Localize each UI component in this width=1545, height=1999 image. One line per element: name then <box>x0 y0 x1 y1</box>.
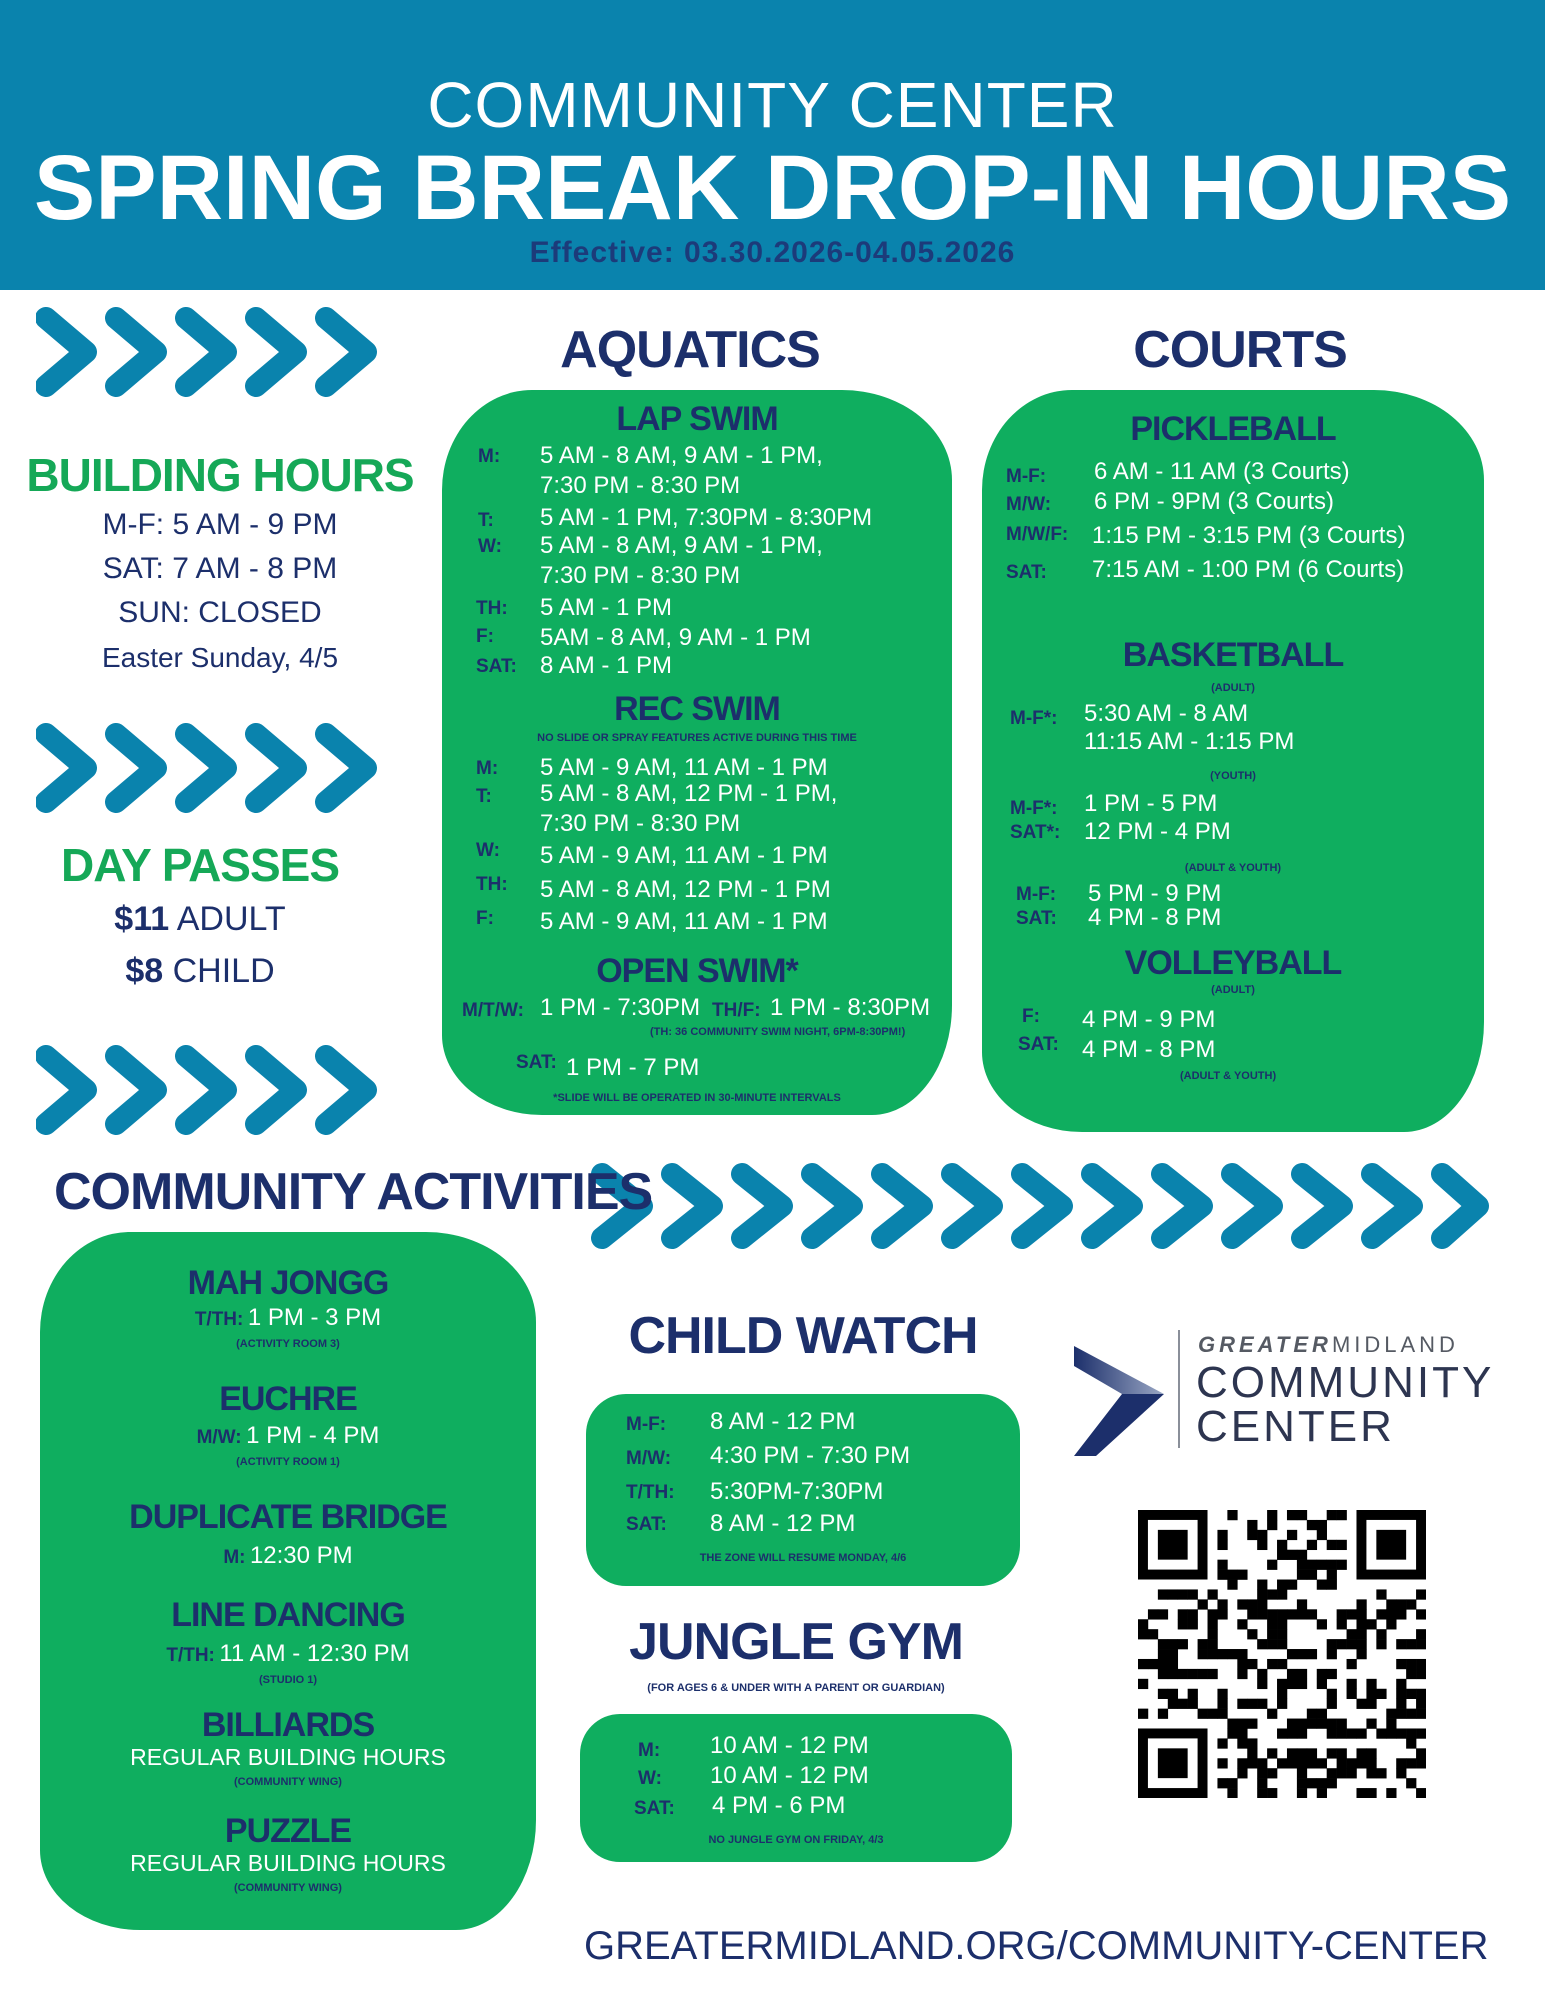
day-pass-adult <box>0 900 400 939</box>
volleyball-label2: (ADULT & YOUTH) <box>1180 1070 1277 1082</box>
day-label: W: <box>476 840 500 861</box>
day-label: M/W: <box>626 1448 672 1469</box>
activity-time-row <box>40 1422 536 1450</box>
time-range: 5 AM - 1 PM, 7:30PM - 8:30PM <box>540 504 873 531</box>
day-label: W: <box>638 1768 662 1789</box>
day-label: TH/F: <box>712 1000 761 1021</box>
time-range: 4 PM - 8 PM <box>1082 1036 1216 1063</box>
activity-name: PUZZLE <box>224 1812 352 1850</box>
building-hours-line: M-F: 5 AM - 9 PM <box>102 508 338 541</box>
time-range: 5 AM - 8 AM, 9 AM - 1 PM, <box>540 532 823 559</box>
time-range: 6 AM - 11 AM (3 Courts) <box>1094 458 1350 485</box>
day-label: SAT: <box>516 1052 557 1073</box>
day-label: SAT: <box>1016 908 1057 929</box>
time-range: 4 PM - 6 PM <box>712 1792 846 1819</box>
logo-greater: GREATER <box>1198 1332 1332 1357</box>
chevron-arrows-icon <box>590 1160 1490 1252</box>
adult-label: ADULT <box>176 900 286 938</box>
time-range: 5 AM - 9 AM, 11 AM - 1 PM <box>540 908 828 935</box>
activity-name: DUPLICATE BRIDGE <box>129 1498 447 1536</box>
basketball-title: BASKETBALL <box>1122 636 1344 674</box>
day-label: F: <box>476 626 494 647</box>
basketball-youth-label: (YOUTH) <box>1210 770 1256 782</box>
courts-title: COURTS <box>1133 321 1347 379</box>
volleyball-label: (ADULT) <box>1211 984 1255 996</box>
child-label: CHILD <box>172 952 275 990</box>
chevron-arrows-icon <box>36 1044 426 1136</box>
chevron-logo-icon <box>1074 1346 1164 1456</box>
building-hours-line: SUN: CLOSED <box>118 596 322 629</box>
time-range: 12 PM - 4 PM <box>1084 818 1231 845</box>
time-range: 5 AM - 1 PM <box>540 594 673 621</box>
website-url[interactable]: GREATERMIDLAND.ORG/COMMUNITY-CENTER <box>584 1924 1489 1968</box>
child-price: $8 <box>125 952 164 990</box>
day-pass-child <box>0 952 400 991</box>
activity-time-row <box>40 1542 536 1570</box>
activity-note: (COMMUNITY WING) <box>234 1882 342 1894</box>
day-label: M: <box>638 1740 661 1761</box>
activity-name: EUCHRE <box>219 1380 357 1418</box>
day-label: T: <box>478 510 494 531</box>
building-hours-line: SAT: 7 AM - 8 PM <box>102 552 338 585</box>
time-range: 1:15 PM - 3:15 PM (3 Courts) <box>1092 522 1406 549</box>
time-range: 5 AM - 8 AM, 12 PM - 1 PM, <box>540 780 838 807</box>
time-range: 8 AM - 12 PM <box>710 1510 856 1537</box>
adult-price: $11 <box>114 900 170 938</box>
jungle-gym-title: JUNGLE GYM <box>629 1613 963 1671</box>
building-hours-line: Easter Sunday, 4/5 <box>101 642 339 673</box>
day-label: T/TH: <box>194 1309 244 1330</box>
time-range: 7:30 PM - 8:30 PM <box>540 562 741 589</box>
day-label: T: <box>476 786 492 807</box>
day-label: M-F*: <box>1010 798 1058 819</box>
day-label: M/W: <box>196 1427 242 1448</box>
time-range: 7:15 AM - 1:00 PM (6 Courts) <box>1092 556 1405 583</box>
day-label: M/W: <box>1006 494 1052 515</box>
time-range: 5AM - 8 AM, 9 AM - 1 PM <box>540 624 811 651</box>
day-label: SAT*: <box>1010 822 1061 843</box>
chevron-arrows-icon <box>36 722 426 814</box>
time-range: 1 PM - 8:30PM <box>770 994 931 1021</box>
activity-note: (STUDIO 1) <box>258 1674 318 1686</box>
jungle-gym-subtitle: (FOR AGES 6 & UNDER WITH A PARENT OR GUARDIAN) <box>647 1682 945 1694</box>
logo-midland: MIDLAND <box>1331 1332 1459 1357</box>
day-label: M/W/F: <box>1006 524 1069 545</box>
time-range: 4 PM - 8 PM <box>1088 904 1222 931</box>
basketball-both-label: (ADULT & YOUTH) <box>1184 862 1282 874</box>
time-range: 11 AM - 12:30 PM <box>219 1640 410 1667</box>
chevron-arrows-icon <box>36 306 426 398</box>
activity-name: MAH JONGG <box>187 1264 389 1302</box>
time-range: 5 AM - 9 AM, 11 AM - 1 PM <box>540 842 828 869</box>
time-range: 5:30 AM - 8 AM <box>1084 700 1249 727</box>
time-range: 5 AM - 8 AM, 9 AM - 1 PM, <box>540 442 823 469</box>
time-range: 4 PM - 9 PM <box>1082 1006 1216 1033</box>
header-title: SPRING BREAK DROP-IN HOURS <box>33 137 1512 239</box>
day-label: TH: <box>476 598 508 619</box>
time-range: 4:30 PM - 7:30 PM <box>710 1442 911 1469</box>
open-swim-title: OPEN SWIM* <box>596 952 798 990</box>
day-label: SAT: <box>476 656 517 677</box>
day-label: SAT: <box>626 1514 667 1535</box>
time-range: 1 PM - 3 PM <box>247 1304 382 1331</box>
logo-divider <box>1178 1330 1180 1448</box>
activity-time-row <box>40 1640 536 1668</box>
time-range: 12:30 PM <box>249 1542 353 1569</box>
day-label: SAT: <box>634 1798 675 1819</box>
time-range: REGULAR BUILDING HOURS <box>130 1850 446 1876</box>
day-label: M-F*: <box>1010 708 1058 729</box>
aquatics-title: AQUATICS <box>560 321 820 379</box>
activity-name: BILLIARDS <box>201 1706 375 1744</box>
time-range: 8 AM - 12 PM <box>710 1408 856 1435</box>
time-range: 5 PM - 9 PM <box>1088 880 1222 907</box>
time-range: 5 AM - 9 AM, 11 AM - 1 PM <box>540 754 828 781</box>
jungle-gym-note: NO JUNGLE GYM ON FRIDAY, 4/3 <box>708 1834 884 1846</box>
day-label: TH: <box>476 874 508 895</box>
pickleball-title: PICKLEBALL <box>1130 410 1336 448</box>
day-label: SAT: <box>1006 562 1047 583</box>
time-range: 1 PM - 5 PM <box>1084 790 1218 817</box>
logo-line3: CENTER <box>1196 1402 1395 1451</box>
open-swim-note: (TH: 36 COMMUNITY SWIM NIGHT, 6PM-8:30PM!) <box>650 1026 906 1038</box>
building-hours-title: BUILDING HOURS <box>26 449 414 501</box>
day-label: M: <box>478 446 501 467</box>
time-range: 5 AM - 8 AM, 12 PM - 1 PM <box>540 876 831 903</box>
community-activities-title: COMMUNITY ACTIVITIES <box>54 1163 653 1221</box>
activity-note: (ACTIVITY ROOM 3) <box>236 1338 340 1350</box>
qr-code-icon[interactable] <box>1138 1510 1426 1803</box>
day-label: M-F: <box>626 1414 667 1435</box>
time-range: 1 PM - 7 PM <box>566 1054 700 1081</box>
time-range: 6 PM - 9PM (3 Courts) <box>1094 488 1335 515</box>
basketball-adult-label: (ADULT) <box>1211 682 1255 694</box>
time-range: 1 PM - 7:30PM <box>540 994 701 1021</box>
time-range: 1 PM - 4 PM <box>246 1422 380 1449</box>
effective-dates: Effective: 03.30.2026-04.05.2026 <box>529 236 1016 269</box>
time-range: 7:30 PM - 8:30 PM <box>540 810 741 837</box>
day-label: M: <box>476 758 499 779</box>
open-swim-footnote: *SLIDE WILL BE OPERATED IN 30-MINUTE INTERVALS <box>553 1092 841 1104</box>
time-range: 10 AM - 12 PM <box>710 1762 869 1789</box>
time-range: 10 AM - 12 PM <box>710 1732 869 1759</box>
logo-line1 <box>1198 1332 1459 1358</box>
activity-name: LINE DANCING <box>171 1596 405 1634</box>
time-range: 5:30PM-7:30PM <box>710 1478 884 1505</box>
day-label: M/T/W: <box>462 1000 524 1021</box>
day-label: T/TH: <box>626 1482 675 1503</box>
day-passes-title: DAY PASSES <box>60 839 340 891</box>
day-label: M-F: <box>1016 884 1057 905</box>
activity-time-row <box>40 1304 536 1332</box>
activity-note: (ACTIVITY ROOM 1) <box>236 1456 340 1468</box>
logo-line2: COMMUNITY <box>1196 1358 1495 1407</box>
day-label: M-F: <box>1006 466 1047 487</box>
child-watch-title: CHILD WATCH <box>628 1307 978 1365</box>
rec-swim-note: NO SLIDE OR SPRAY FEATURES ACTIVE DURING THIS TIME <box>537 732 857 744</box>
header-subtitle: COMMUNITY CENTER <box>427 69 1118 141</box>
time-range: REGULAR BUILDING HOURS <box>130 1744 446 1770</box>
day-label: SAT: <box>1018 1034 1059 1055</box>
time-range: 7:30 PM - 8:30 PM <box>540 472 741 499</box>
activity-note: (COMMUNITY WING) <box>234 1776 342 1788</box>
day-label: T/TH: <box>166 1645 215 1666</box>
lap-swim-title: LAP SWIM <box>616 400 778 438</box>
day-label: F: <box>1022 1006 1040 1027</box>
day-label: W: <box>478 536 502 557</box>
child-watch-note: THE ZONE WILL RESUME MONDAY, 4/6 <box>699 1552 907 1564</box>
time-range: 8 AM - 1 PM <box>540 652 673 679</box>
rec-swim-title: REC SWIM <box>614 690 780 728</box>
volleyball-title: VOLLEYBALL <box>1124 944 1342 982</box>
day-label: M: <box>223 1547 246 1568</box>
day-label: F: <box>476 908 494 929</box>
time-range: 11:15 AM - 1:15 PM <box>1084 728 1295 755</box>
